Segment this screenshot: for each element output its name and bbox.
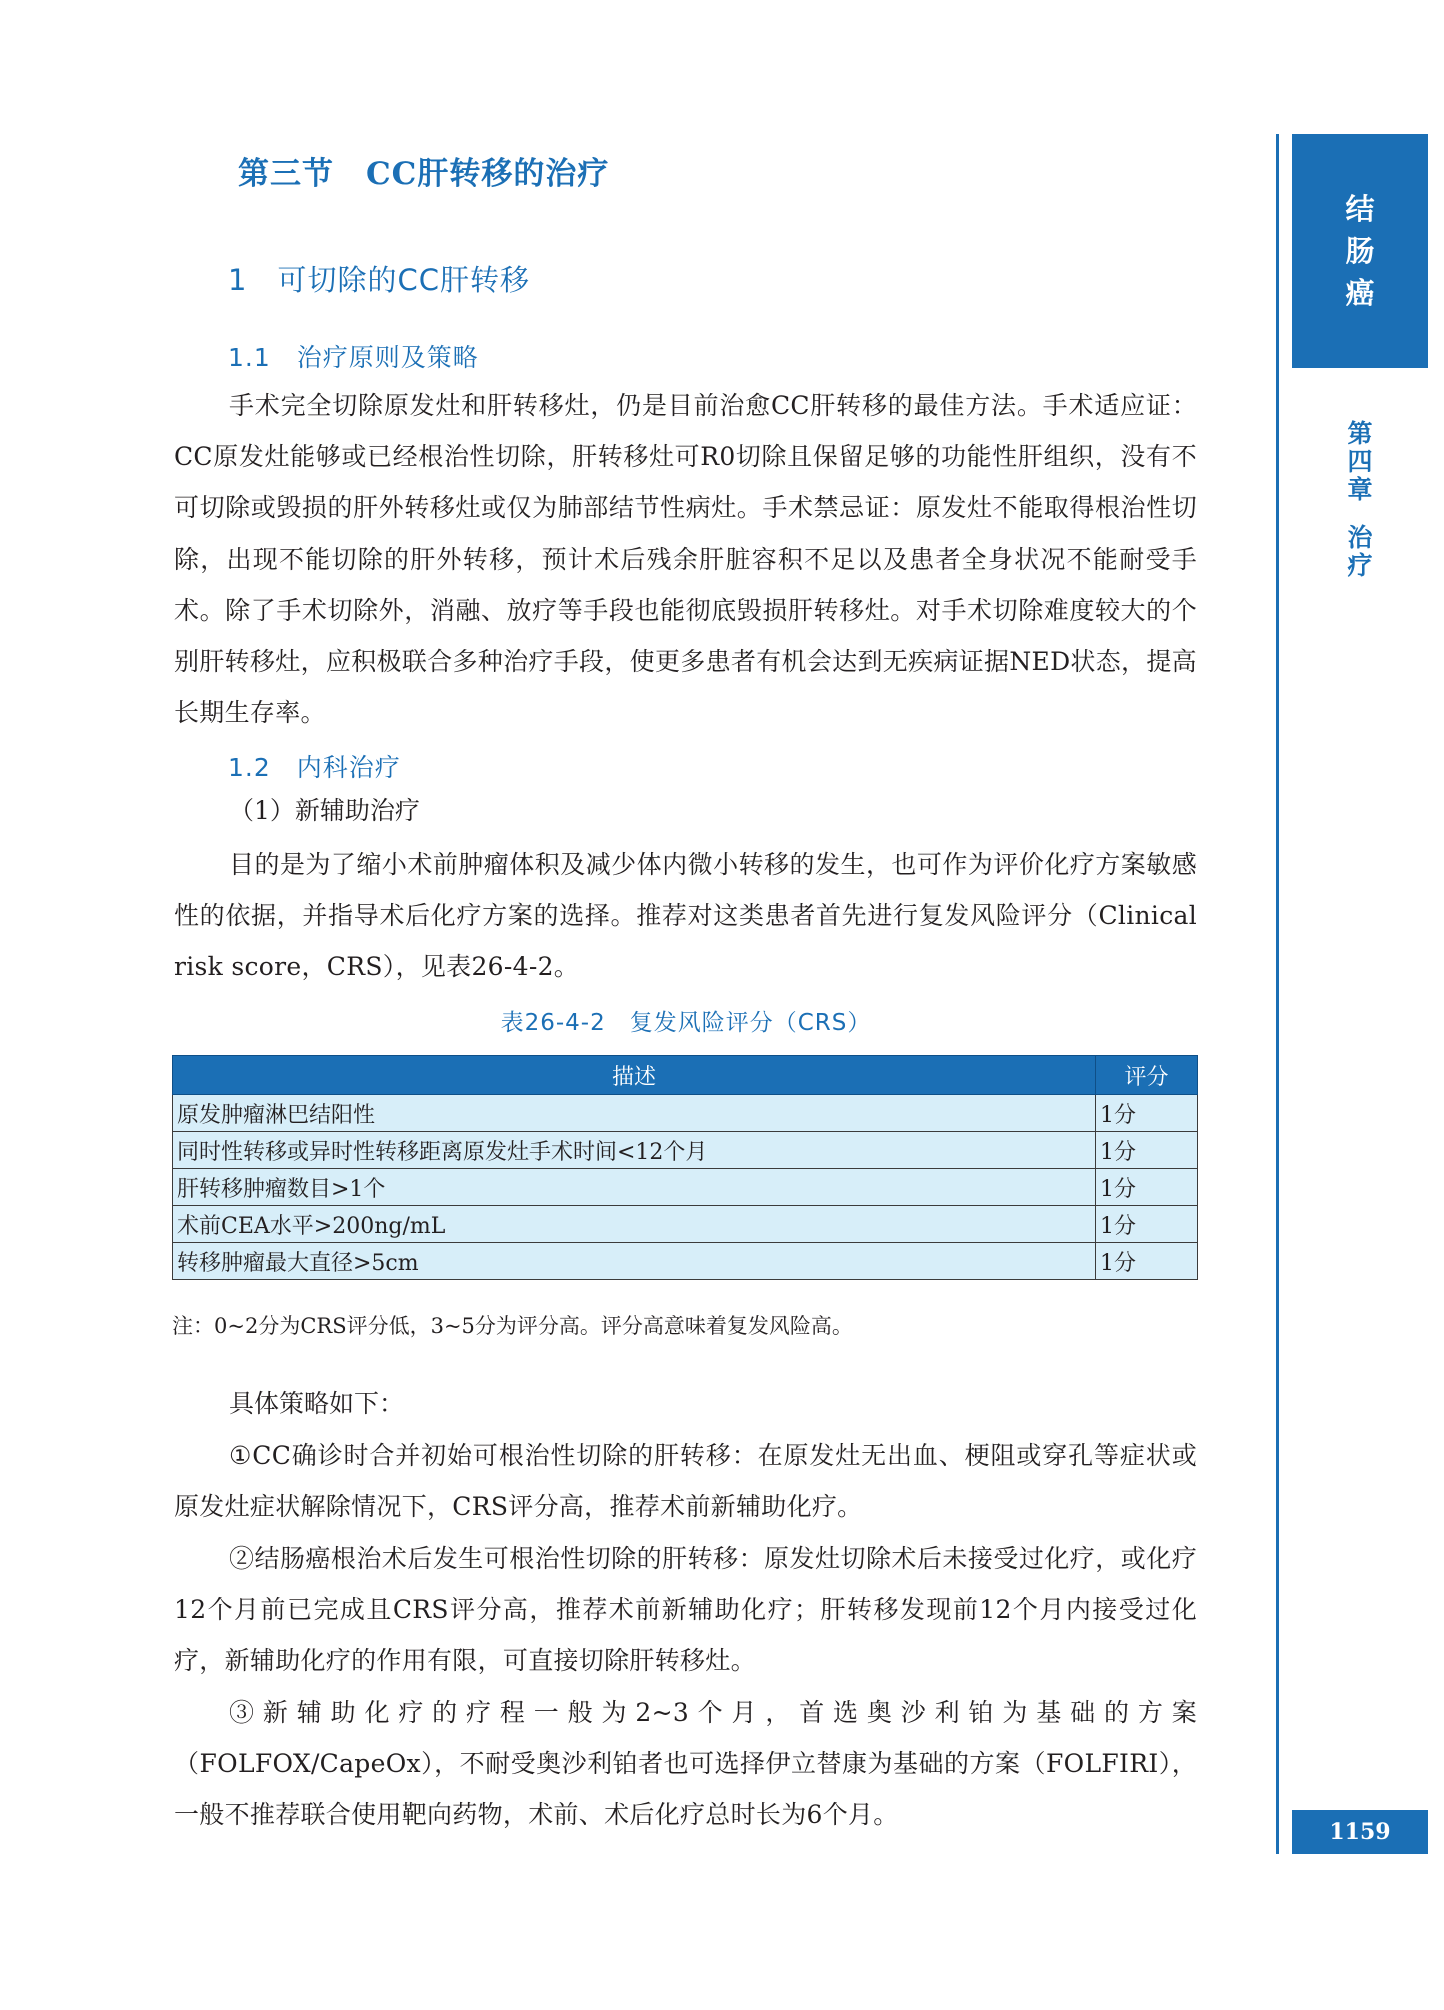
cell-description: 同时性转移或异时性转移距离原发灶手术时间<12个月 — [173, 1132, 1096, 1169]
cell-description: 转移肿瘤最大直径>5cm — [173, 1243, 1096, 1280]
cell-description: 术前CEA水平>200ng/mL — [173, 1206, 1096, 1243]
heading-medical-treatment: 1.2 内科治疗 — [228, 753, 401, 782]
topic-char: 治 — [1347, 523, 1373, 552]
table-row — [173, 1243, 1198, 1280]
cell-score: 1分 — [1096, 1095, 1198, 1132]
table-row — [173, 1095, 1198, 1132]
table-note: 注：0~2分为CRS评分低，3~5分为评分高。评分高意味着复发风险高。 — [172, 1314, 853, 1338]
tab-char: 肠 — [1345, 234, 1375, 268]
heading-resectable-liver-metastasis: 1 可切除的CC肝转移 — [228, 263, 530, 297]
cell-score: 1分 — [1096, 1243, 1198, 1280]
chapter-tab — [1292, 134, 1428, 368]
tab-char: 结 — [1345, 192, 1375, 226]
heading-treatment-principles: 1.1 治疗原则及策略 — [228, 343, 479, 372]
sidebar-divider — [1276, 134, 1279, 1854]
chapter-label — [1292, 420, 1428, 580]
strategy-item-3: ③新辅助化疗的疗程一般为2~3个月，首选奥沙利铂为基础的方案（FOLFOX/CapeOx），不耐受奥沙利铂者也可选择伊立替康为基础的方案（FOLFIRI），一般不推荐联合使用靶向药物，术前、术后化疗总时长为6个月。 — [174, 1698, 1197, 1830]
paragraph-neoadjuvant-purpose: 目的是为了缩小术前肿瘤体积及减少体内微小转移的发生，也可作为评价化疗方案敏感性的依据，并指导术后化疗方案的选择。推荐对这类患者首先进行复发风险评分（Clinical risk score，CRS），见表26-4-2。 — [174, 850, 1197, 982]
subheading-neoadjuvant: （1）新辅助治疗 — [229, 796, 420, 825]
paragraph-surgery: 手术完全切除原发灶和肝转移灶，仍是目前治愈CC肝转移的最佳方法。手术适应证：CC原发灶能够或已经根治性切除，肝转移灶可R0切除且保留足够的功能性肝组织，没有不可切除或毁损的肝外转移灶或仅为肺部结节性病灶。手术禁忌证：原发灶不能取得根治性切除，出现不能切除的肝外转移，预计术后残余肝脏容积不足以及患者全身状况不能耐受手术。除了手术切除外，消融、放疗等手段也能彻底毁损肝转移灶。对手术切除难度较大的个别肝转移灶，应积极联合多种治疗手段，使更多患者有机会达到无疾病证据NED状态，提高长期生存率。 — [174, 391, 1197, 728]
crs-table — [172, 1055, 1198, 1280]
strategy-item-2: ②结肠癌根治术后发生可根治性切除的肝转移：原发灶切除术后未接受过化疗，或化疗12个月前已完成且CRS评分高，推荐术前新辅助化疗；肝转移发现前12个月内接受过化疗，新辅助化疗的作用有限，可直接切除肝转移灶。 — [174, 1544, 1197, 1676]
table-header-row — [173, 1056, 1198, 1095]
cell-score: 1分 — [1096, 1206, 1198, 1243]
cell-description: 肝转移肿瘤数目>1个 — [173, 1169, 1096, 1206]
chapter-char: 第 — [1347, 419, 1373, 448]
table-row — [173, 1206, 1198, 1243]
strategy-item-1: ①CC确诊时合并初始可根治性切除的肝转移：在原发灶无出血、梗阻或穿孔等症状或原发灶症状解除情况下，CRS评分高，推荐术前新辅助化疗。 — [174, 1441, 1197, 1522]
tab-char: 癌 — [1345, 276, 1375, 310]
cell-description: 原发肿瘤淋巴结阳性 — [173, 1095, 1096, 1132]
table-row — [173, 1132, 1198, 1169]
chapter-char: 四 — [1347, 447, 1373, 476]
topic-char: 疗 — [1347, 551, 1373, 580]
header-score: 评分 — [1096, 1056, 1198, 1095]
header-description: 描述 — [173, 1056, 1096, 1095]
strategy-intro: 具体策略如下： — [229, 1389, 405, 1418]
cell-score: 1分 — [1096, 1132, 1198, 1169]
table-row — [173, 1169, 1198, 1206]
section-title: 第三节 CC肝转移的治疗 — [238, 156, 610, 192]
table-caption: 表26-4-2 复发风险评分（CRS） — [500, 1010, 872, 1036]
cell-score: 1分 — [1096, 1169, 1198, 1206]
chapter-char: 章 — [1347, 475, 1373, 504]
page-number: 1159 — [1292, 1810, 1428, 1854]
